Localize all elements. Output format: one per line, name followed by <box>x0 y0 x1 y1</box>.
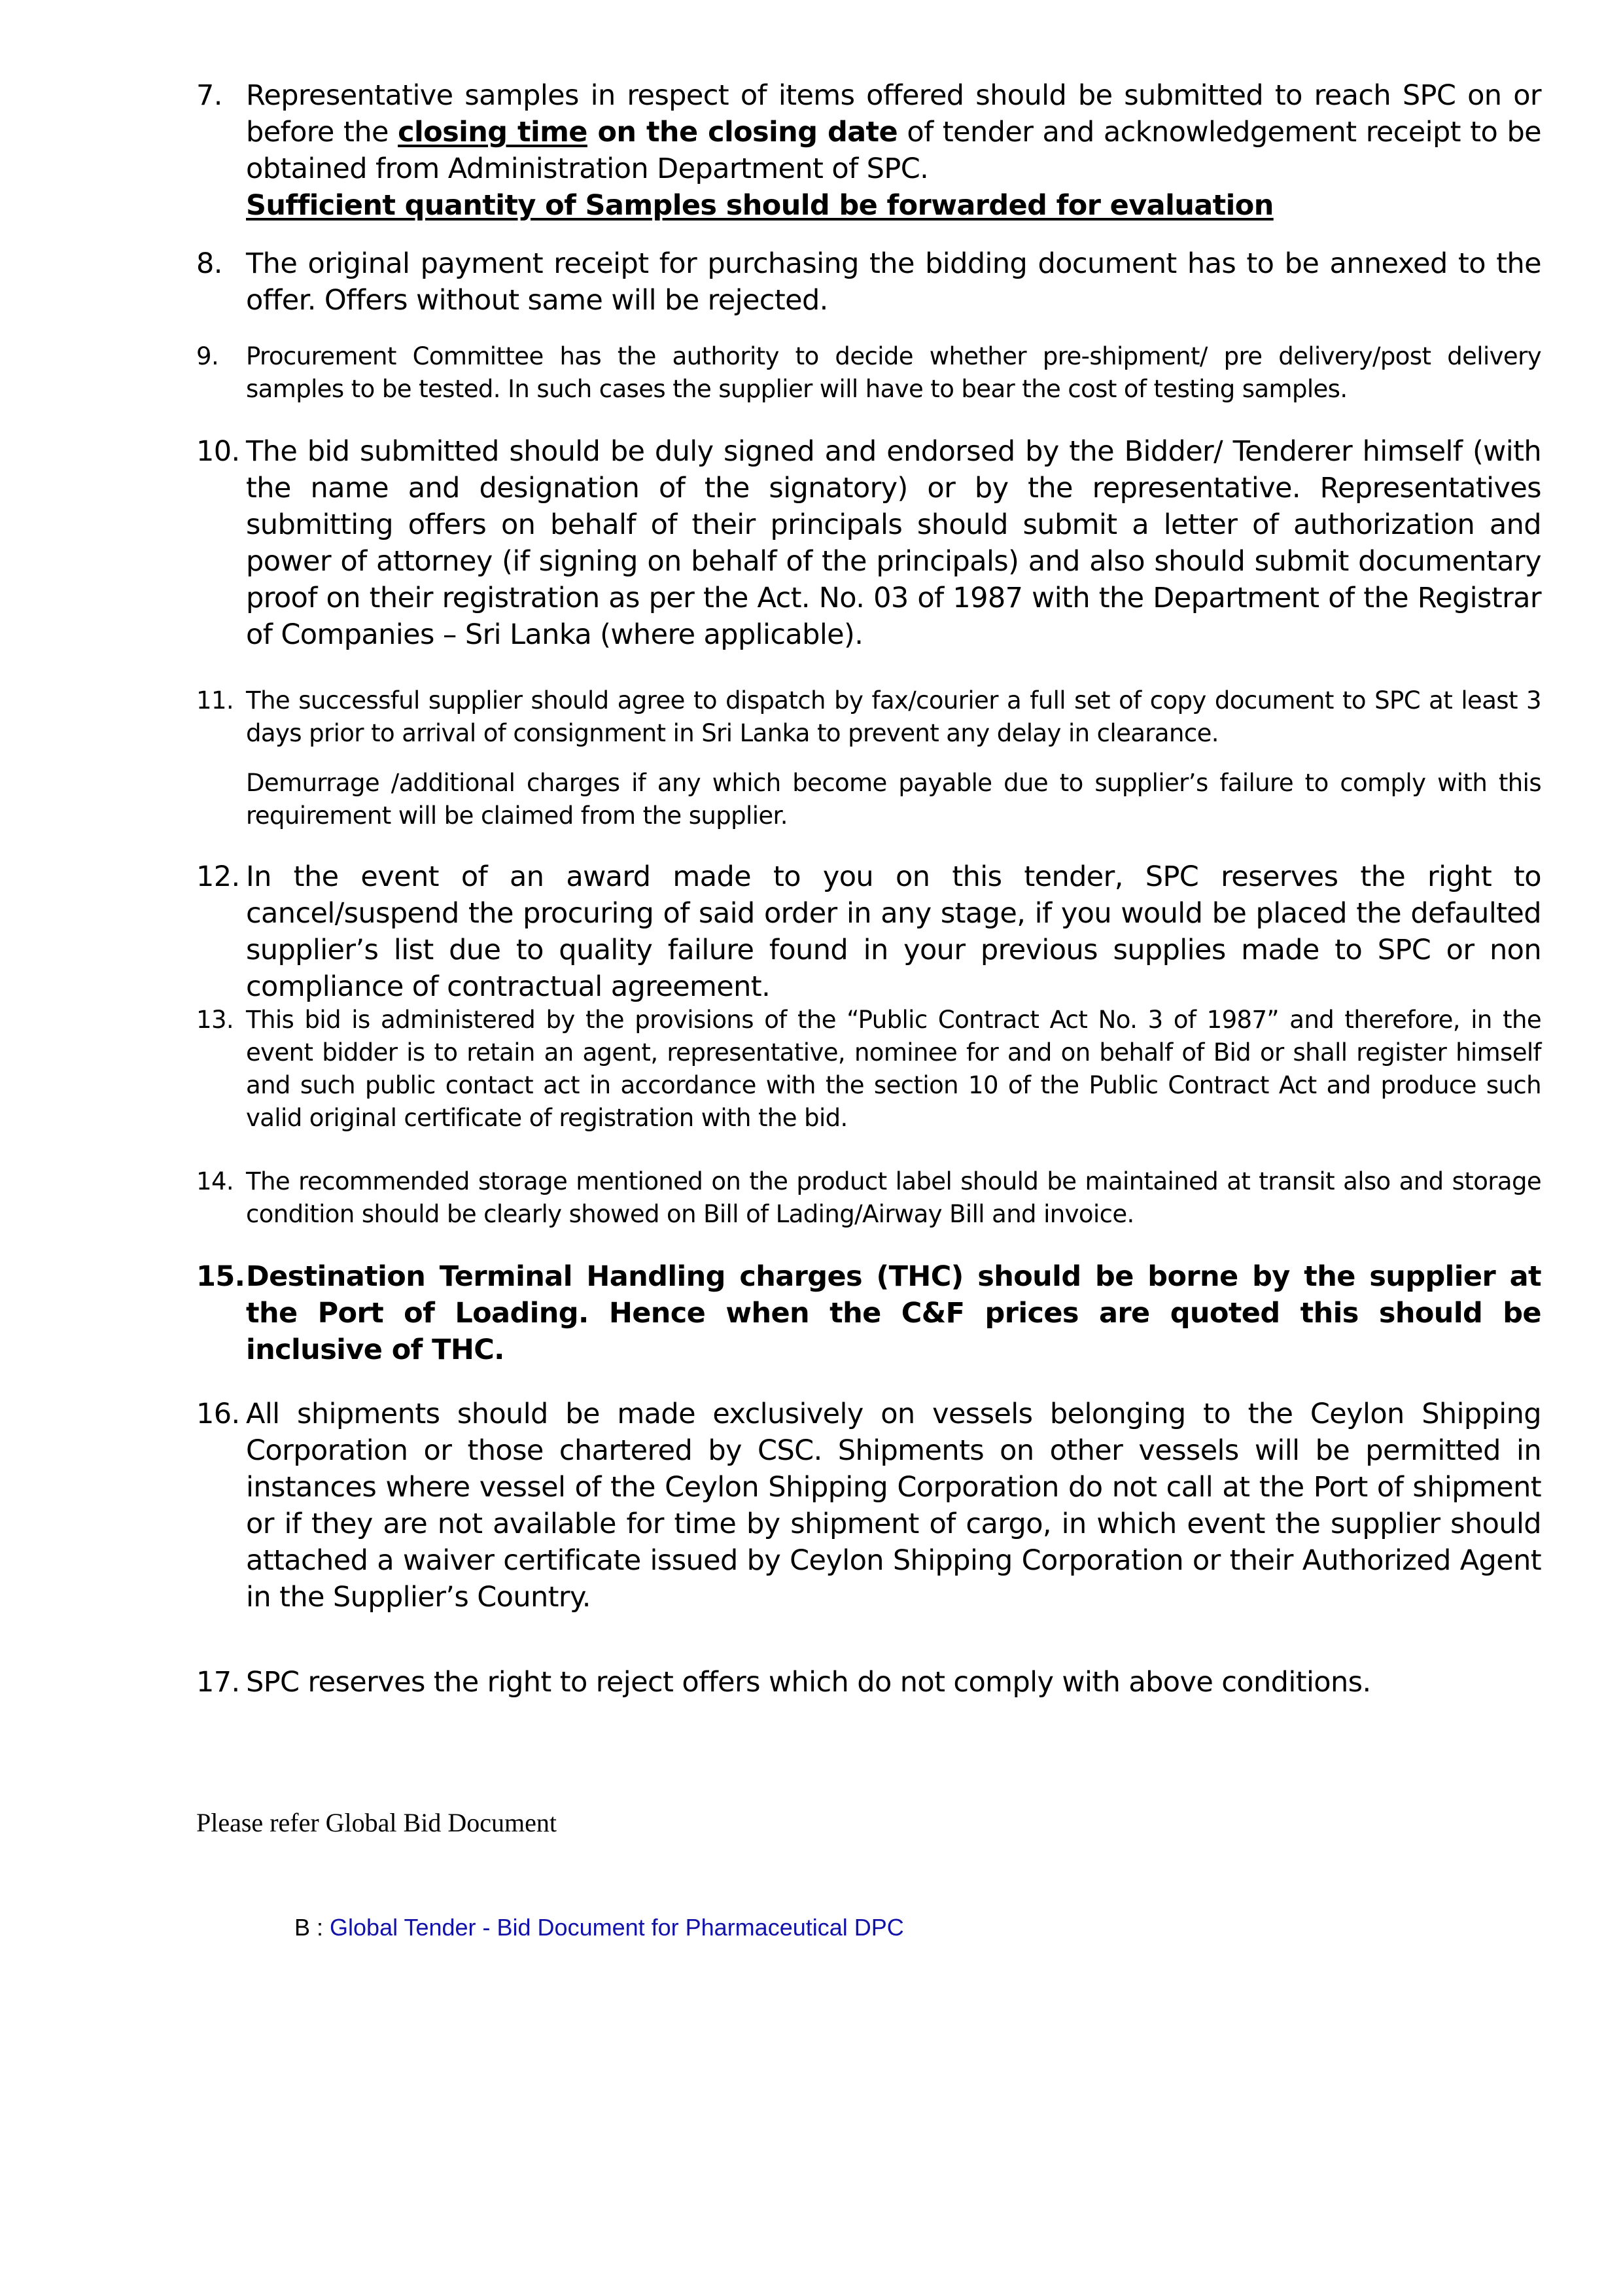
item-text: The original payment receipt for purchasing the bidding document has to be annexed to the offer. Offers without same will be rejected. <box>246 247 1541 317</box>
reference-prefix: B : <box>294 1914 330 1941</box>
item-number: 13. <box>196 1006 234 1034</box>
refer-note: Please refer Global Bid Document <box>196 1808 557 1837</box>
item-text: Destination Terminal Handling charges (THC) should be borne by the supplier at the Port of Loading. Hence when the C&F prices are quoted this should be inclusive of THC. <box>246 1260 1541 1366</box>
item-number: 12. <box>196 860 240 893</box>
closing-time-emphasis: closing time <box>398 116 587 149</box>
list-item-10 <box>196 433 1541 653</box>
list-item-14 <box>196 1165 1541 1231</box>
item-number: 10. <box>196 435 240 468</box>
item-text: This bid is administered by the provisions of the “Public Contract Act No. 3 of 1987” and therefore, in the event bidder is to retain an agent, representative, nominee for and on behalf of Bid or shall register himself and such public contact act in accordance with the section 10 of the Public Contract Act and produce such valid original certificate of registration with the bid. <box>246 1006 1541 1132</box>
item-number: 15. <box>196 1260 245 1293</box>
item-number: 7. <box>196 79 222 112</box>
list-item-15 <box>196 1258 1541 1368</box>
samples-notice: Sufficient quantity of Samples should be forwarded for evaluation <box>246 189 1274 222</box>
bid-document-link[interactable]: Global Tender - Bid Document for Pharmaceutical DPC <box>330 1914 904 1941</box>
item-text: All shipments should be made exclusively on vessels belonging to the Ceylon Shipping Corporation or those chartered by CSC. Shipments on other vessels will be permitted in instances where vessel of the Ceylon Shipping Corporation do not call at the Port of shipment or if they are not available for time by shipment of cargo, in which event the supplier should attached a waiver certificate issued by Ceylon Shipping Corporation or their Authorized Agent in the Supplier’s Country. <box>246 1398 1541 1614</box>
item-text <box>246 77 1541 224</box>
list-item-13 <box>196 1004 1541 1135</box>
item-text: SPC reserves the right to reject offers which do not comply with above conditions. <box>246 1666 1371 1699</box>
item-number: 16. <box>196 1398 240 1430</box>
item-text-part: of tender and acknowledgement receipt to be obtained from Administration Department of SPC. <box>246 116 1541 185</box>
item-text: The bid submitted should be duly signed and endorsed by the Bidder/ Tenderer himself (with the name and designation of the signatory) or by the representative. Representatives submitting offers on behalf of their principals should submit a letter of authorization and power of attorney (if signing on behalf of the principals) and also should submit documentary proof on their registration as per the Act. No. 03 of 1987 with the Department of the Registrar of Companies – Sri Lanka (where applicable). <box>246 435 1541 651</box>
item-number: 11. <box>196 686 234 715</box>
item-paragraph: The successful supplier should agree to dispatch by fax/courier a full set of copy document to SPC at least 3 days prior to arrival of consignment in Sri Lanka to prevent any delay in clearance. <box>246 686 1541 747</box>
item-number: 17. <box>196 1666 240 1699</box>
item-number: 14. <box>196 1167 234 1195</box>
item-text <box>246 684 1541 832</box>
item-text: The recommended storage mentioned on the product label should be maintained at transit also and storage condition should be clearly showed on Bill of Lading/Airway Bill and invoice. <box>246 1167 1541 1228</box>
list-item-17 <box>196 1664 1541 1701</box>
item-text-part: Representative samples in respect of items offered should be submitted to reach SPC on or before the <box>246 79 1541 149</box>
item-text: In the event of an award made to you on this tender, SPC reserves the right to cancel/suspend the procuring of said order in any stage, if you would be placed the defaulted supplier’s list due to quality failure found in your previous supplies made to SPC or non compliance of contractual agreement. <box>246 860 1541 1003</box>
list-item-7 <box>196 77 1541 224</box>
item-number: 9. <box>196 342 219 370</box>
list-item-12 <box>196 858 1541 1005</box>
closing-date-emphasis: on the closing date <box>587 116 898 149</box>
list-item-11 <box>196 684 1541 832</box>
demurrage-paragraph: Demurrage /additional charges if any which become payable due to supplier’s failure to comply with this requirement will be claimed from the supplier. <box>246 769 1541 830</box>
document-reference <box>294 1914 904 1941</box>
list-item-8 <box>196 245 1541 319</box>
list-item-9 <box>196 340 1541 406</box>
item-number: 8. <box>196 247 222 280</box>
list-item-16 <box>196 1396 1541 1616</box>
item-text: Procurement Committee has the authority to decide whether pre-shipment/ pre delivery/post delivery samples to be tested. In such cases the supplier will have to bear the cost of testing samples. <box>246 342 1541 403</box>
